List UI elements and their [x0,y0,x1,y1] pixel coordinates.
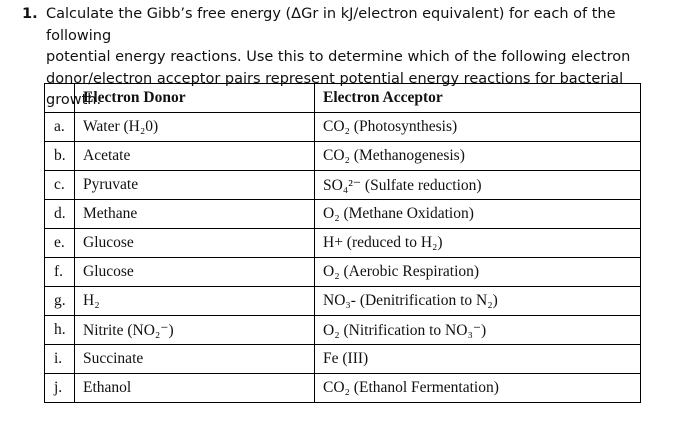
table-row [45,229,641,258]
row-acceptor: Fe (III) [315,345,641,374]
table-row [45,200,641,229]
table-row [45,316,641,345]
table-row [45,171,641,200]
row-letter: b. [45,142,75,171]
header-electron-acceptor: Electron Acceptor [315,84,641,113]
table-header-row [45,84,641,113]
table-row [45,258,641,287]
row-acceptor: SO₄²⁻ (Sulfate reduction) [315,171,641,200]
table-row [45,113,641,142]
row-letter: i. [45,345,75,374]
header-letter [45,84,75,113]
row-donor: Succinate [75,345,315,374]
table-row [45,374,641,403]
row-acceptor: O₂ (Aerobic Respiration) [315,258,641,287]
row-donor: Glucose [75,258,315,287]
row-donor: Ethanol [75,374,315,403]
row-letter: f. [45,258,75,287]
row-acceptor: H+ (reduced to H₂) [315,229,641,258]
row-letter: c. [45,171,75,200]
row-acceptor: O₂ (Methane Oxidation) [315,200,641,229]
row-letter: a. [45,113,75,142]
row-letter: g. [45,287,75,316]
row-donor: Glucose [75,229,315,258]
row-letter: h. [45,316,75,345]
row-donor: Water (H₂0) [75,113,315,142]
table-row [45,345,641,374]
row-acceptor: O₂ (Nitrification to NO₃⁻) [315,316,641,345]
row-acceptor: CO₂ (Methanogenesis) [315,142,641,171]
row-donor: H₂ [75,287,315,316]
row-acceptor: CO₂ (Photosynthesis) [315,113,641,142]
row-donor: Methane [75,200,315,229]
row-acceptor: CO₂ (Ethanol Fermentation) [315,374,641,403]
row-acceptor: NO₃- (Denitrification to N₂) [315,287,641,316]
question-line-1: Calculate the Gibb’s free energy (ΔGr in kJ/electron equivalent) for each of the following [46,6,616,44]
table-row [45,287,641,316]
row-donor: Acetate [75,142,315,171]
question-number: 1. [22,6,38,22]
table-row [45,142,641,171]
header-electron-donor: Electron Donor [75,84,315,113]
row-donor: Nitrite (NO₂⁻) [75,316,315,345]
row-letter: e. [45,229,75,258]
question-line-2: potential energy reactions. Use this to determine which of the following electron [46,49,631,65]
donor-acceptor-table [44,83,641,403]
question-line-3: donor/electron acceptor pairs represent potential energy reactions for bacterial growth. [46,70,624,108]
row-letter: j. [45,374,75,403]
row-letter: d. [45,200,75,229]
row-donor: Pyruvate [75,171,315,200]
